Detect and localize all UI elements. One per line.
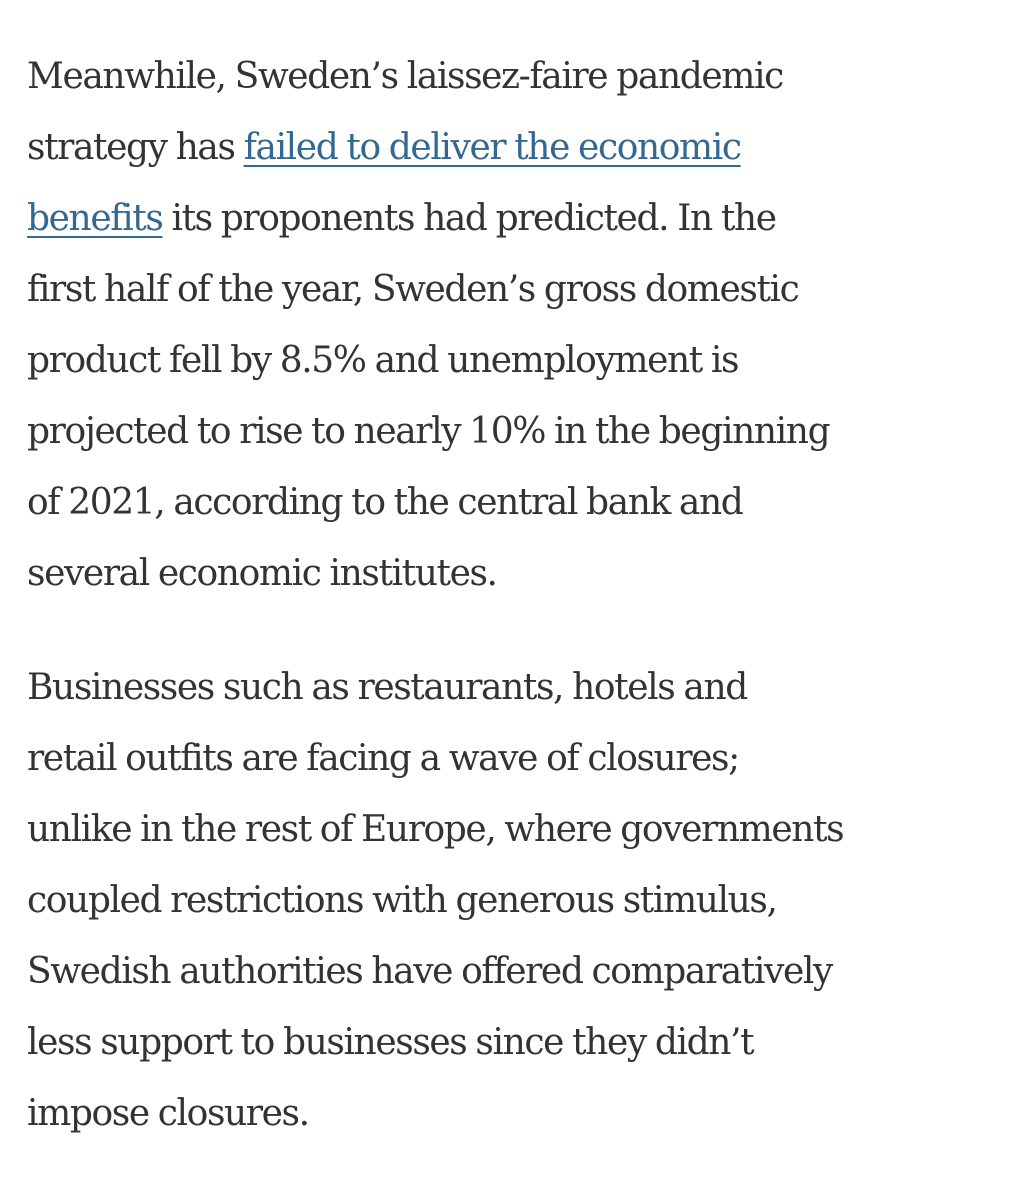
paragraph-business-closures — [27, 652, 1017, 1149]
article-body — [27, 41, 1017, 1192]
text-line: projected to rise to nearly 10% in the beginning — [27, 411, 830, 452]
text-line: retail outfits are facing a wave of closures; — [27, 738, 739, 779]
text-line: Meanwhile, Sweden’s laissez-faire pandemic — [27, 56, 783, 97]
text-line: of 2021, according to the central bank and — [27, 482, 743, 523]
text-line — [27, 183, 1017, 254]
text-line: coupled restrictions with generous stimulus, — [27, 880, 777, 921]
text-segment: strategy has — [27, 127, 244, 168]
text-line: several economic institutes. — [27, 553, 497, 594]
paragraph-sweden-economy — [27, 41, 1017, 609]
economic-benefits-link[interactable]: failed to deliver the economic — [243, 127, 741, 168]
economic-benefits-link-continued[interactable]: benefits — [27, 198, 163, 239]
text-line: Swedish authorities have offered comparatively — [27, 951, 832, 992]
text-line: unlike in the rest of Europe, where governments — [27, 809, 844, 850]
text-line: first half of the year, Sweden’s gross domestic — [27, 269, 799, 310]
text-line: less support to businesses since they didn’t — [27, 1022, 754, 1063]
text-line — [27, 112, 1017, 183]
text-line: impose closures. — [27, 1093, 309, 1134]
text-segment: its proponents had predicted. In the — [162, 198, 776, 239]
text-line: product fell by 8.5% and unemployment is — [27, 340, 739, 381]
text-line: Businesses such as restaurants, hotels and — [27, 667, 747, 708]
